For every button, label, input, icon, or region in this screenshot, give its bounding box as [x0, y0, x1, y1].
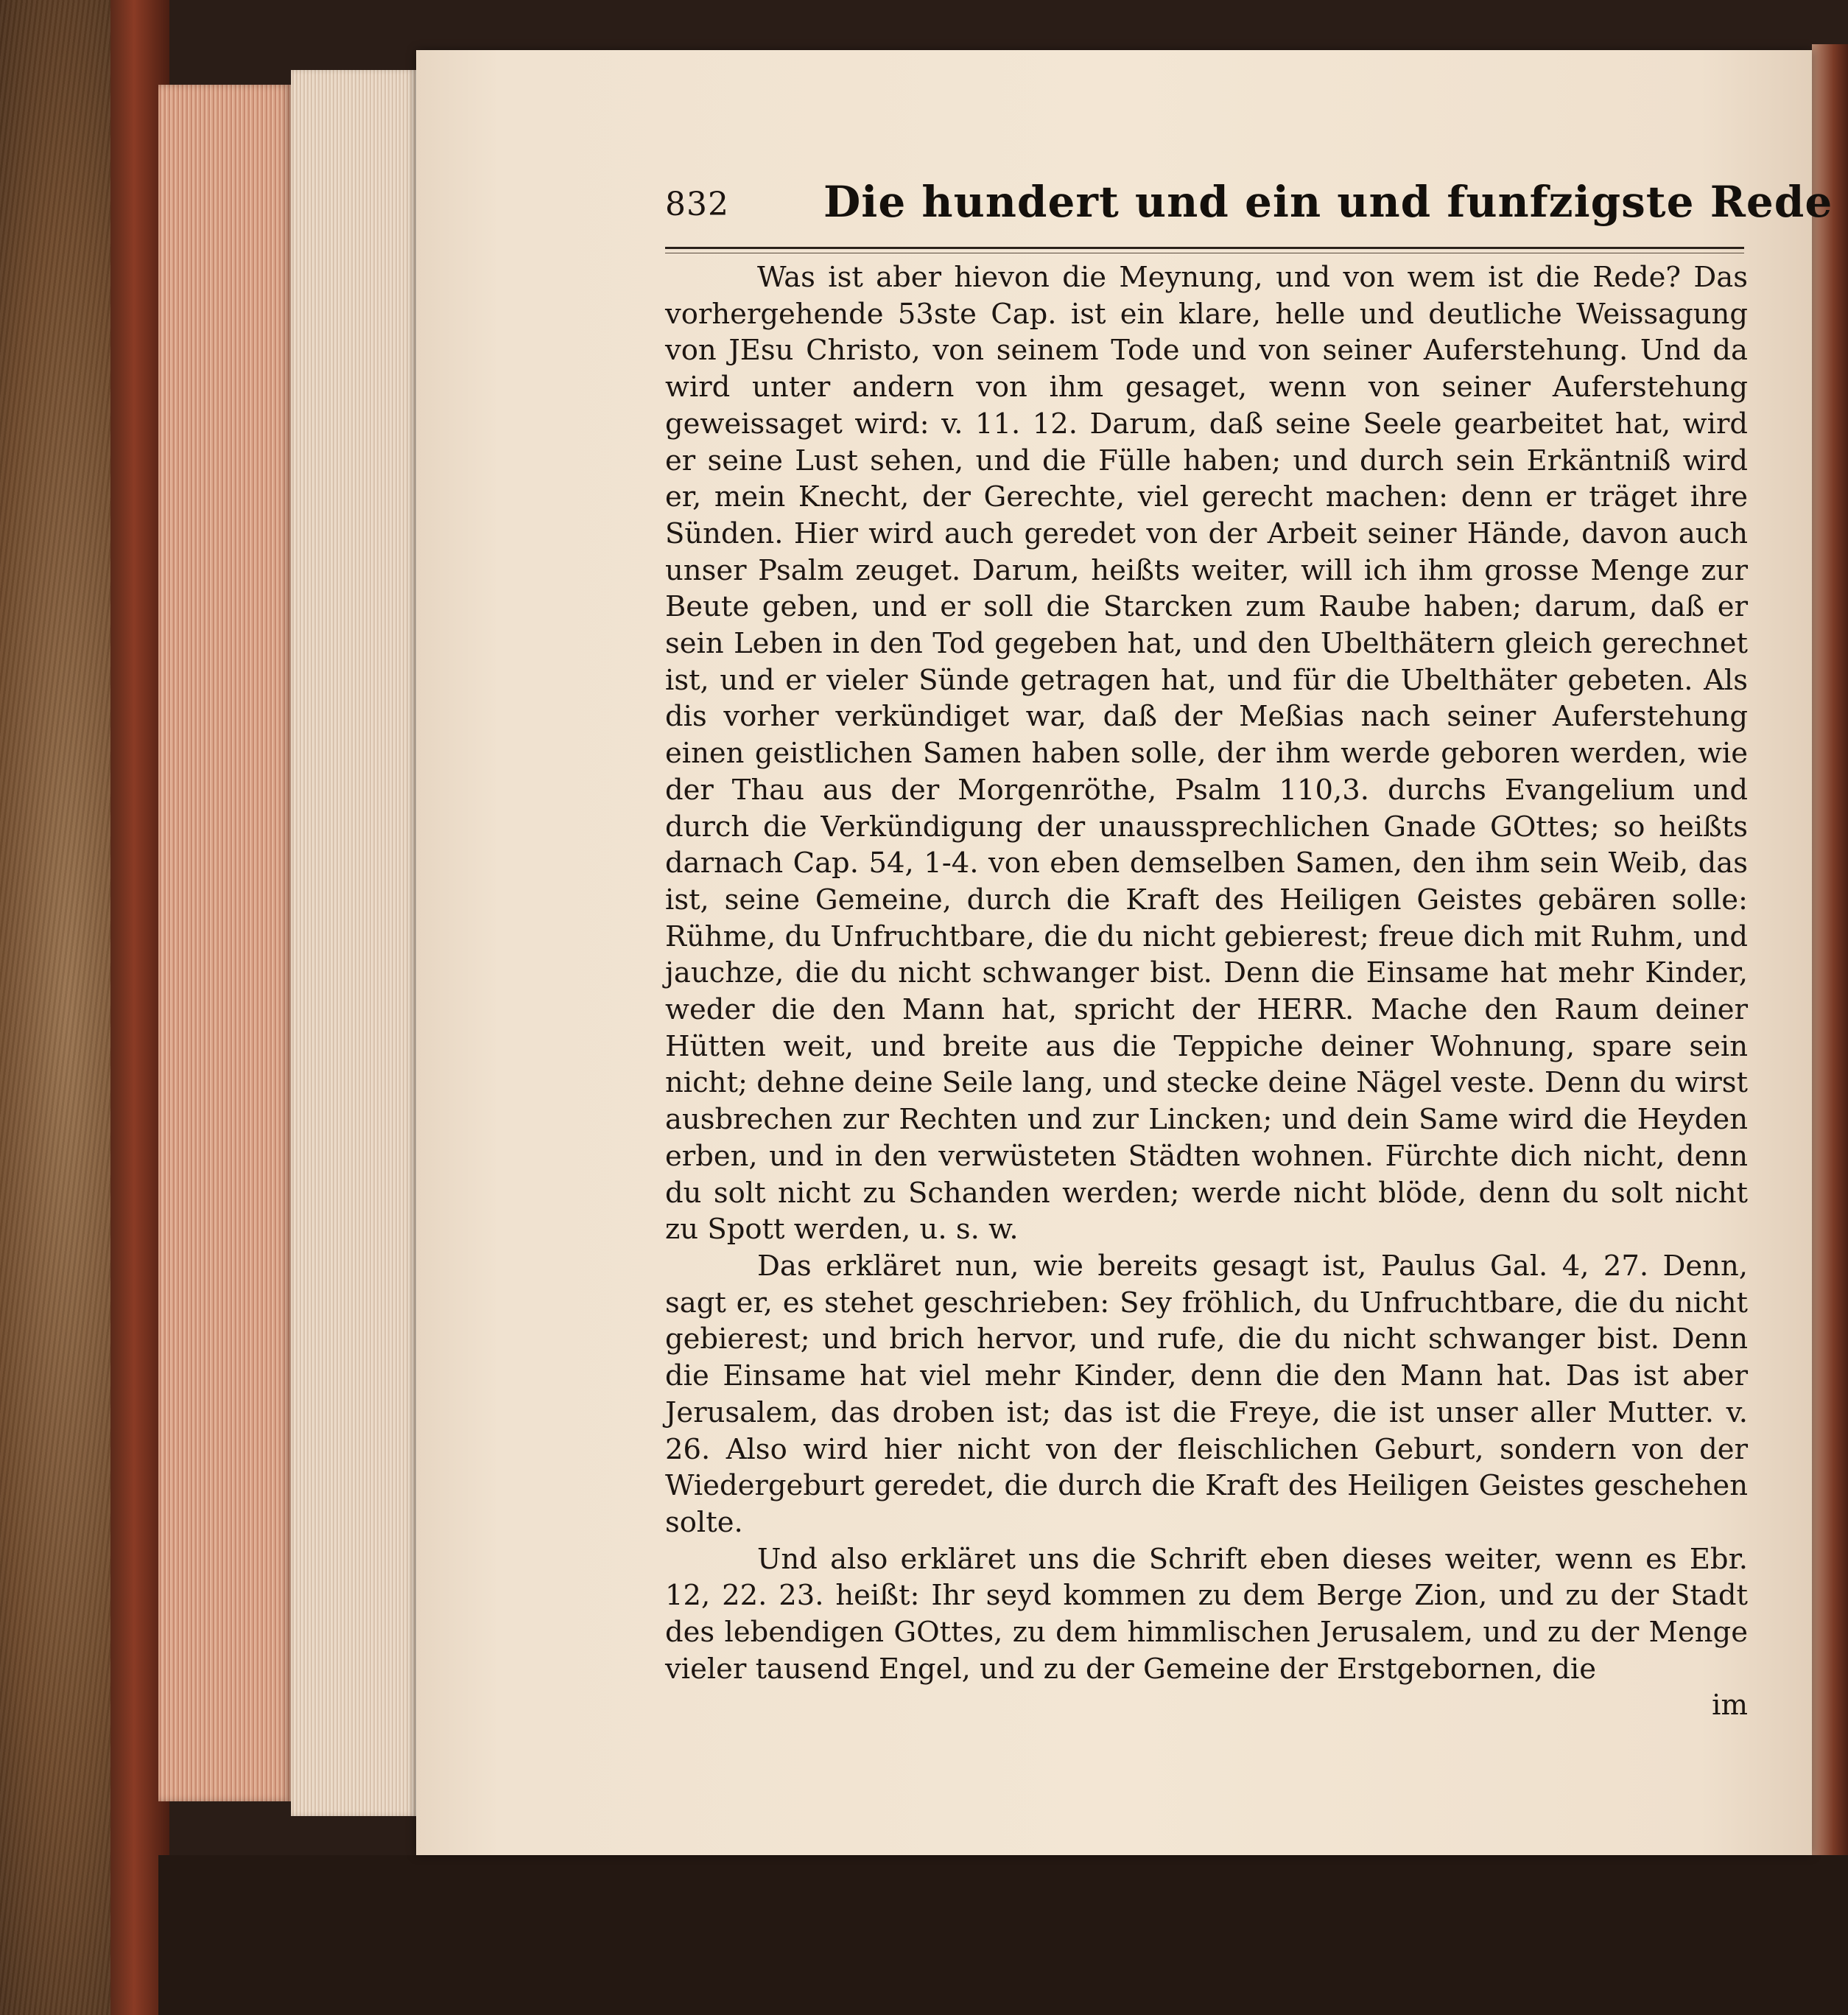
paragraph-1: Was ist aber hievon die Meynung, und von wem ist die Rede? Das vorhergehende 53ste Cap. ist ein klare, helle und deutliche Weissagung von JEsu Christo, von seinem Tode und von seiner Auferstehung. Und da wird unter andern von ihm gesaget, wenn von seiner Auferstehung geweissaget wird: v. 11. 12. Darum, daß seine Seele gearbeitet hat, wird er seine Lust sehen, und die Fülle haben; und durch sein Erkäntniß wird er, mein Knecht, der Gerechte, viel gerecht machen: denn er träget ihre Sünden. Hier wird auch geredet von der Arbeit seiner Hände, davon auch unser Psalm zeuget. Darum, heißts weiter, will ich ihm grosse Menge zur Beute geben, und er soll die Starcken zum Raube haben; darum, daß er sein Leben in den Tod gegeben hat, und den Ubelthätern gleich gerechnet ist, und er vieler Sünde getragen hat, und für die Ubelthäter gebeten. Als dis vorher verkündiget war, daß der Meßias nach seiner Auferstehung einen geistlichen Samen haben solle, der ihm werde geboren werden, wie der Thau aus der Morgenröthe, Psalm 110,3. durchs Evangelium und durch die Verkündigung der unaussprechlichen Gnade GOttes; so heißts darnach Cap. 54, 1-4. von eben demselben Samen, den ihm sein Weib, das ist, seine Gemeine, durch die Kraft des Heiligen Geistes gebären solle: Rühme, du Unfruchtbare, die du nicht gebierest; freue dich mit Ruhm, und jauchze, die du nicht schwanger bist. Denn die Einsame hat mehr Kinder, weder die den Mann hat, spricht der HERR. Mache den Raum deiner Hütten weit, und breite aus die Teppiche deiner Wohnung, spare sein nicht; dehne deine Seile lang, und stecke deine Nägel veste. Denn du wirst ausbrechen zur Rechten und zur Lincken; und dein Same wird die Heyden erben, und in den verwüsteten Städten wohnen. Fürchte dich nicht, denn du solt nicht zu Schanden werden; werde nicht blöde, denn du solt nicht zu Spott werden, u. s. w. [665, 261, 1748, 1247]
page-header [665, 177, 1833, 250]
right-cover-edge [1812, 44, 1848, 1864]
book-binding [0, 0, 169, 2015]
page-stack [291, 70, 416, 1816]
paragraph-3: Und also erkläret uns die Schrift eben dieses weiter, wenn es Ebr. 12, 22. 23. heißt: Ihr seyd kommen zu dem Berge Zion, und zu der Stadt des lebendigen GOttes, zu dem himmlischen Jerusalem, und zu der Menge vieler tausend Engel, und zu der Gemeine der Erstgebornen, die [665, 1542, 1748, 1686]
header-rule [665, 247, 1744, 249]
paragraph-2: Das erkläret nun, wie bereits gesagt ist, Paulus Gal. 4, 27. Denn, sagt er, es stehet geschrieben: Sey fröhlich, du Unfruchtbare, die du nicht gebierest; und brich hervor, und rufe, die du nicht schwanger bist. Denn die Einsame hat viel mehr Kinder, denn die den Mann hat. Das ist aber Jerusalem, das droben ist; das ist die Freye, die ist unser aller Mutter. v. 26. Also wird hier nicht von der fleischlichen Geburt, sondern von der Wiedergeburt geredet, die durch die Kraft des Heiligen Geistes geschehen solte. [665, 1249, 1748, 1539]
page-edges [158, 85, 291, 1801]
running-title: Die hundert und ein und funfzigste Rede [823, 177, 1833, 227]
body-text [665, 259, 1748, 1724]
page-number: 832 [665, 186, 729, 223]
catchword: im [1712, 1689, 1748, 1723]
bottom-shadow [158, 1855, 1848, 2015]
